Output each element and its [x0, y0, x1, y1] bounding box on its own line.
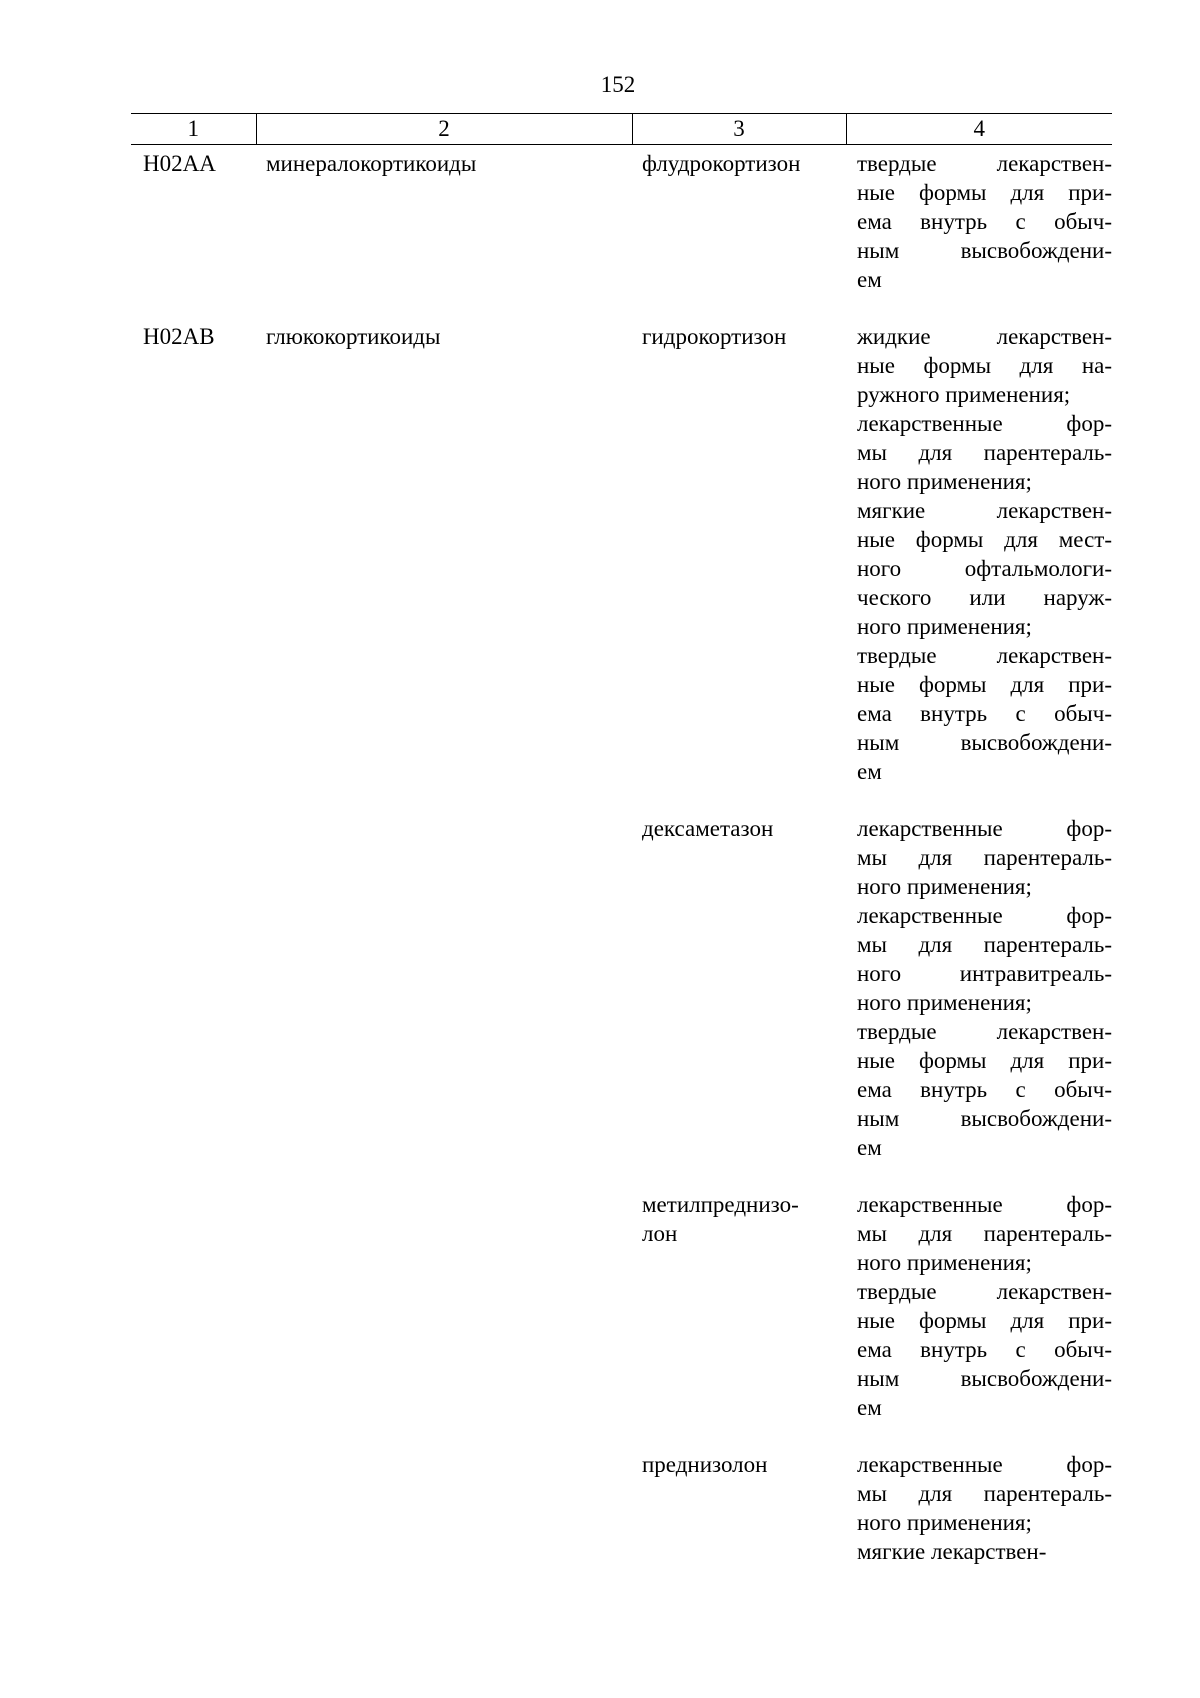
- dosage-form-line: ема внутрь с обыч-: [857, 1077, 1112, 1102]
- dosage-form-line: ным высвобождени-: [857, 238, 1112, 263]
- dosage-form-line: ные формы для мест-: [857, 527, 1112, 552]
- dosage-forms-cell: [846, 294, 1112, 786]
- dosage-forms-cell: [846, 786, 1112, 1162]
- table-header-row: [131, 114, 1112, 145]
- column-header-3: 3: [632, 114, 846, 145]
- column-header-2: 2: [256, 114, 632, 145]
- dosage-form-line: ного применения;: [857, 990, 1032, 1015]
- dosage-form-line: ные формы для при-: [857, 1308, 1112, 1333]
- atc-code-cell: H02AA: [143, 151, 216, 176]
- dosage-form-line: ные формы для при-: [857, 180, 1112, 205]
- atc-code-cell: [131, 786, 256, 1162]
- dosage-form-line: ные формы для на-: [857, 353, 1112, 378]
- dosage-form-line: твердые лекарствен-: [857, 1279, 1112, 1304]
- table-row: [131, 145, 1112, 295]
- dosage-form-line: лекарственные фор-: [857, 903, 1112, 928]
- substance-line: преднизолон: [642, 1452, 768, 1477]
- dosage-form-line: лекарственные фор-: [857, 816, 1112, 841]
- atc-code-cell: [131, 1162, 256, 1422]
- table-row: [131, 1162, 1112, 1422]
- column-header-4: 4: [846, 114, 1112, 145]
- dosage-form-line: ного применения;: [857, 1250, 1032, 1275]
- dosage-form-line: ема внутрь с обыч-: [857, 701, 1112, 726]
- substance-line: флудрокортизон: [642, 151, 801, 176]
- dosage-form-line: ного офтальмологи-: [857, 556, 1112, 581]
- substance-line: метилпреднизо-: [642, 1192, 799, 1217]
- dosage-forms-cell: [846, 1162, 1112, 1422]
- dosage-form-line: лекарственные фор-: [857, 411, 1112, 436]
- atc-code-cell: H02AB: [143, 324, 215, 349]
- dosage-form-line: мы для парентераль-: [857, 845, 1112, 870]
- dosage-form-line: мы для парентераль-: [857, 1221, 1112, 1246]
- dosage-form-line: ным высвобождени-: [857, 730, 1112, 755]
- group-name-cell: глюкокортикоиды: [266, 324, 441, 349]
- dosage-form-line: мы для парентераль-: [857, 1481, 1112, 1506]
- substance-cell: [632, 294, 846, 786]
- dosage-form-line: ного интравитреаль-: [857, 961, 1112, 986]
- dosage-form-line: ным высвобождени-: [857, 1106, 1112, 1131]
- group-name-cell: минералокортикоиды: [266, 151, 477, 176]
- table-row: [131, 786, 1112, 1162]
- dosage-forms-cell: [846, 145, 1112, 295]
- table-row: [131, 1422, 1112, 1566]
- substance-cell: [632, 786, 846, 1162]
- dosage-form-line: ема внутрь с обыч-: [857, 1337, 1112, 1362]
- group-name-cell: [256, 786, 632, 1162]
- dosage-form-line: твердые лекарствен-: [857, 151, 1112, 176]
- dosage-form-line: ружного применения;: [857, 382, 1071, 407]
- dosage-form-line: ного применения;: [857, 614, 1032, 639]
- dosage-form-line: ные формы для при-: [857, 672, 1112, 697]
- dosage-form-line: ема внутрь с обыч-: [857, 209, 1112, 234]
- dosage-form-line: лекарственные фор-: [857, 1192, 1112, 1217]
- dosage-form-line: мягкие лекарствен-: [857, 1539, 1047, 1564]
- dosage-form-line: ного применения;: [857, 1510, 1032, 1535]
- page-number: 152: [600, 72, 636, 97]
- table-row: [131, 294, 1112, 786]
- substance-line: лон: [642, 1221, 678, 1246]
- group-name-cell: [256, 1162, 632, 1422]
- dosage-form-line: ем: [857, 759, 882, 784]
- dosage-form-line: ным высвобождени-: [857, 1366, 1112, 1391]
- dosage-form-line: ного применения;: [857, 874, 1032, 899]
- drug-classification-table: [131, 113, 1112, 1566]
- atc-code-cell: [131, 1422, 256, 1566]
- dosage-form-line: ные формы для при-: [857, 1048, 1112, 1073]
- dosage-form-line: ного применения;: [857, 469, 1032, 494]
- dosage-form-line: ем: [857, 1395, 882, 1420]
- dosage-form-line: ем: [857, 267, 882, 292]
- substance-cell: [632, 145, 846, 295]
- table-body: [131, 145, 1112, 1567]
- dosage-form-line: ем: [857, 1135, 882, 1160]
- dosage-form-line: твердые лекарствен-: [857, 643, 1112, 668]
- substance-line: гидрокортизон: [642, 324, 787, 349]
- dosage-forms-cell: [846, 1422, 1112, 1566]
- substance-cell: [632, 1422, 846, 1566]
- column-header-1: 1: [131, 114, 256, 145]
- dosage-form-line: мы для парентераль-: [857, 440, 1112, 465]
- dosage-form-line: мягкие лекарствен-: [857, 498, 1112, 523]
- dosage-form-line: лекарственные фор-: [857, 1452, 1112, 1477]
- group-name-cell: [256, 1422, 632, 1566]
- dosage-form-line: ческого или наруж-: [857, 585, 1112, 610]
- dosage-form-line: мы для парентераль-: [857, 932, 1112, 957]
- substance-line: дексаметазон: [642, 816, 774, 841]
- substance-cell: [632, 1162, 846, 1422]
- dosage-form-line: жидкие лекарствен-: [857, 324, 1112, 349]
- dosage-form-line: твердые лекарствен-: [857, 1019, 1112, 1044]
